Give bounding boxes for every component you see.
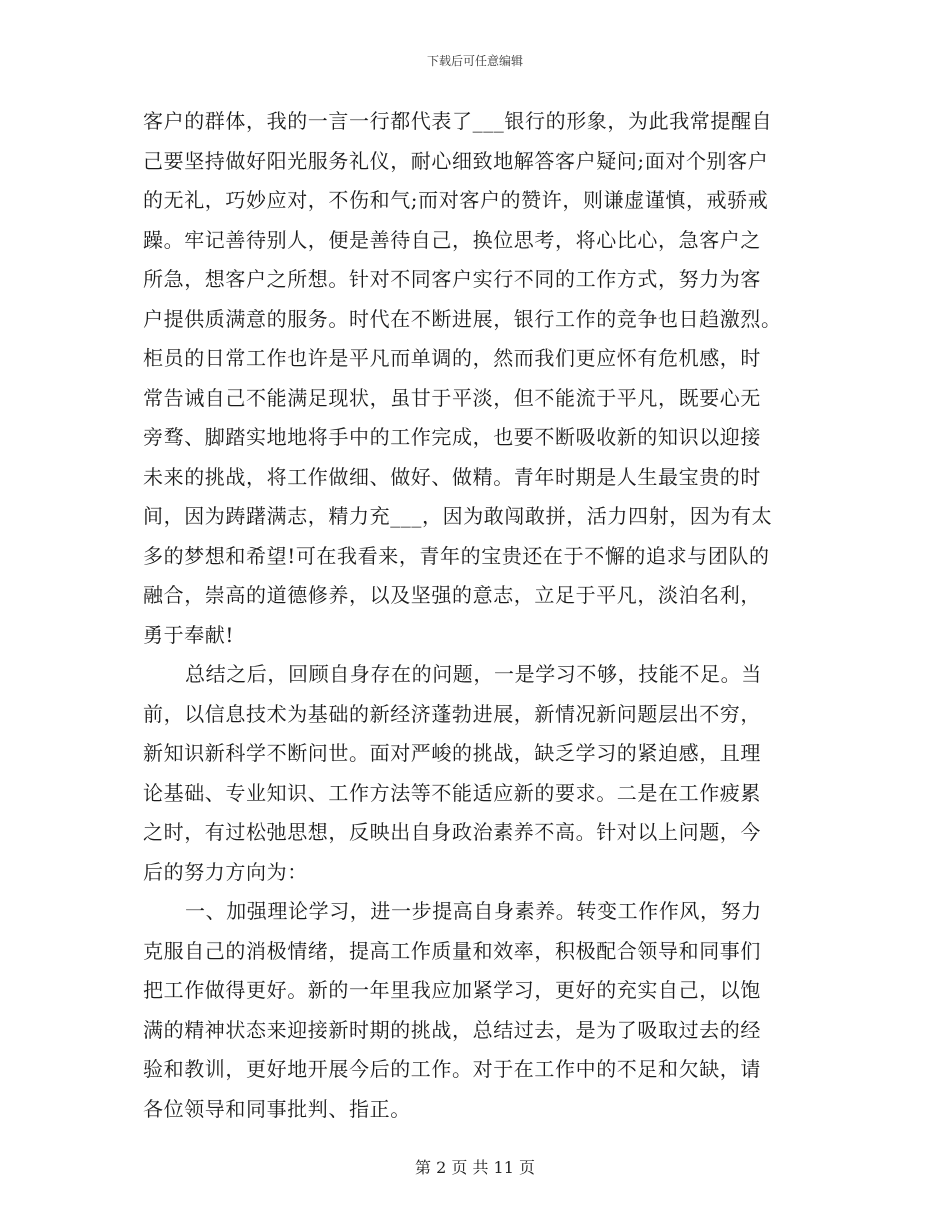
paragraph-line: 论基础、专业知识、工作方法等不能适应新的要求。二是在工作疲累 xyxy=(143,780,761,805)
paragraph-line: 躁。牢记善待别人，便是善待自己，换位思考，将心比心，急客户之 xyxy=(143,227,761,252)
paragraph-line: 融合，崇高的道德修养，以及坚强的意志，立足于平凡，淡泊名利， xyxy=(143,583,761,607)
paragraph-line: 之时，有过松弛思想，反映出自身政治素养不高。针对以上问题，今 xyxy=(143,820,761,844)
paragraph-line: 未来的挑战，将工作做细、做好、做精。青年时期是人生最宝贵的时 xyxy=(143,464,761,489)
paragraph-line: 后的努力方向为： xyxy=(143,859,308,884)
paragraph-line: 勇于奉献! xyxy=(143,622,235,647)
page-number: 第 2 页 共 11 页 xyxy=(415,1158,535,1177)
paragraph-line: 一、加强理论学习，进一步提高自身素养。转变工作作风，努力 xyxy=(185,899,762,923)
paragraph-line: 克服自己的消极情绪，提高工作质量和效率，积极配合领导和同事们 xyxy=(143,938,761,963)
paragraph-line: 所急，想客户之所想。针对不同客户实行不同的工作方式，努力为客 xyxy=(143,267,761,291)
page-header: 下载后可任意编辑 xyxy=(426,54,523,68)
paragraph-line: 的无礼，巧妙应对，不伤和气;而对客户的赞许，则谦虚谨慎，戒骄戒 xyxy=(143,188,769,212)
paragraph-line: 旁骛、脚踏实地地将手中的工作完成，也要不断吸收新的知识以迎接 xyxy=(143,425,761,449)
paragraph-line: 前，以信息技术为基础的新经济蓬勃进展，新情况新问题层出不穷， xyxy=(143,701,761,726)
paragraph-line: 新知识新科学不断问世。面对严峻的挑战，缺乏学习的紧迫感，且理 xyxy=(143,741,761,765)
paragraph-line: 多的梦想和希望!可在我看来，青年的宝贵还在于不懈的追求与团队的 xyxy=(143,543,770,568)
paragraph-line: 验和教训，更好地开展今后的工作。对于在工作中的不足和欠缺，请 xyxy=(143,1057,761,1081)
paragraph-line: 客户的群体，我的一言一行都代表了___银行的形象，为此我常提醒自 xyxy=(143,109,773,133)
paragraph-line: 常告诫自己不能满足现状，虽甘于平淡，但不能流于平凡，既要心无 xyxy=(143,385,761,410)
paragraph-line: 己要坚持做好阳光服务礼仪，耐心细致地解答客户疑问;面对个别客户 xyxy=(143,148,769,173)
paragraph-line: 总结之后，回顾自身存在的问题，一是学习不够，技能不足。当 xyxy=(185,662,762,686)
paragraph-line: 满的精神状态来迎接新时期的挑战，总结过去，是为了吸取过去的经 xyxy=(143,1017,761,1042)
paragraph-line: 把工作做得更好。新的一年里我应加紧学习，更好的充实自己，以饱 xyxy=(143,978,761,1002)
paragraph-line: 户提供质满意的服务。时代在不断进展，银行工作的竞争也日趋激烈。 xyxy=(143,306,782,331)
paragraph-line: 柜员的日常工作也许是平凡而单调的，然而我们更应怀有危机感，时 xyxy=(143,346,761,370)
document-body xyxy=(143,102,806,1129)
paragraph-line: 各位领导和同事批判、指正。 xyxy=(143,1096,411,1121)
paragraph-line: 间，因为踌躇满志，精力充___，因为敢闯敢拼，活力四射，因为有太 xyxy=(143,504,773,528)
